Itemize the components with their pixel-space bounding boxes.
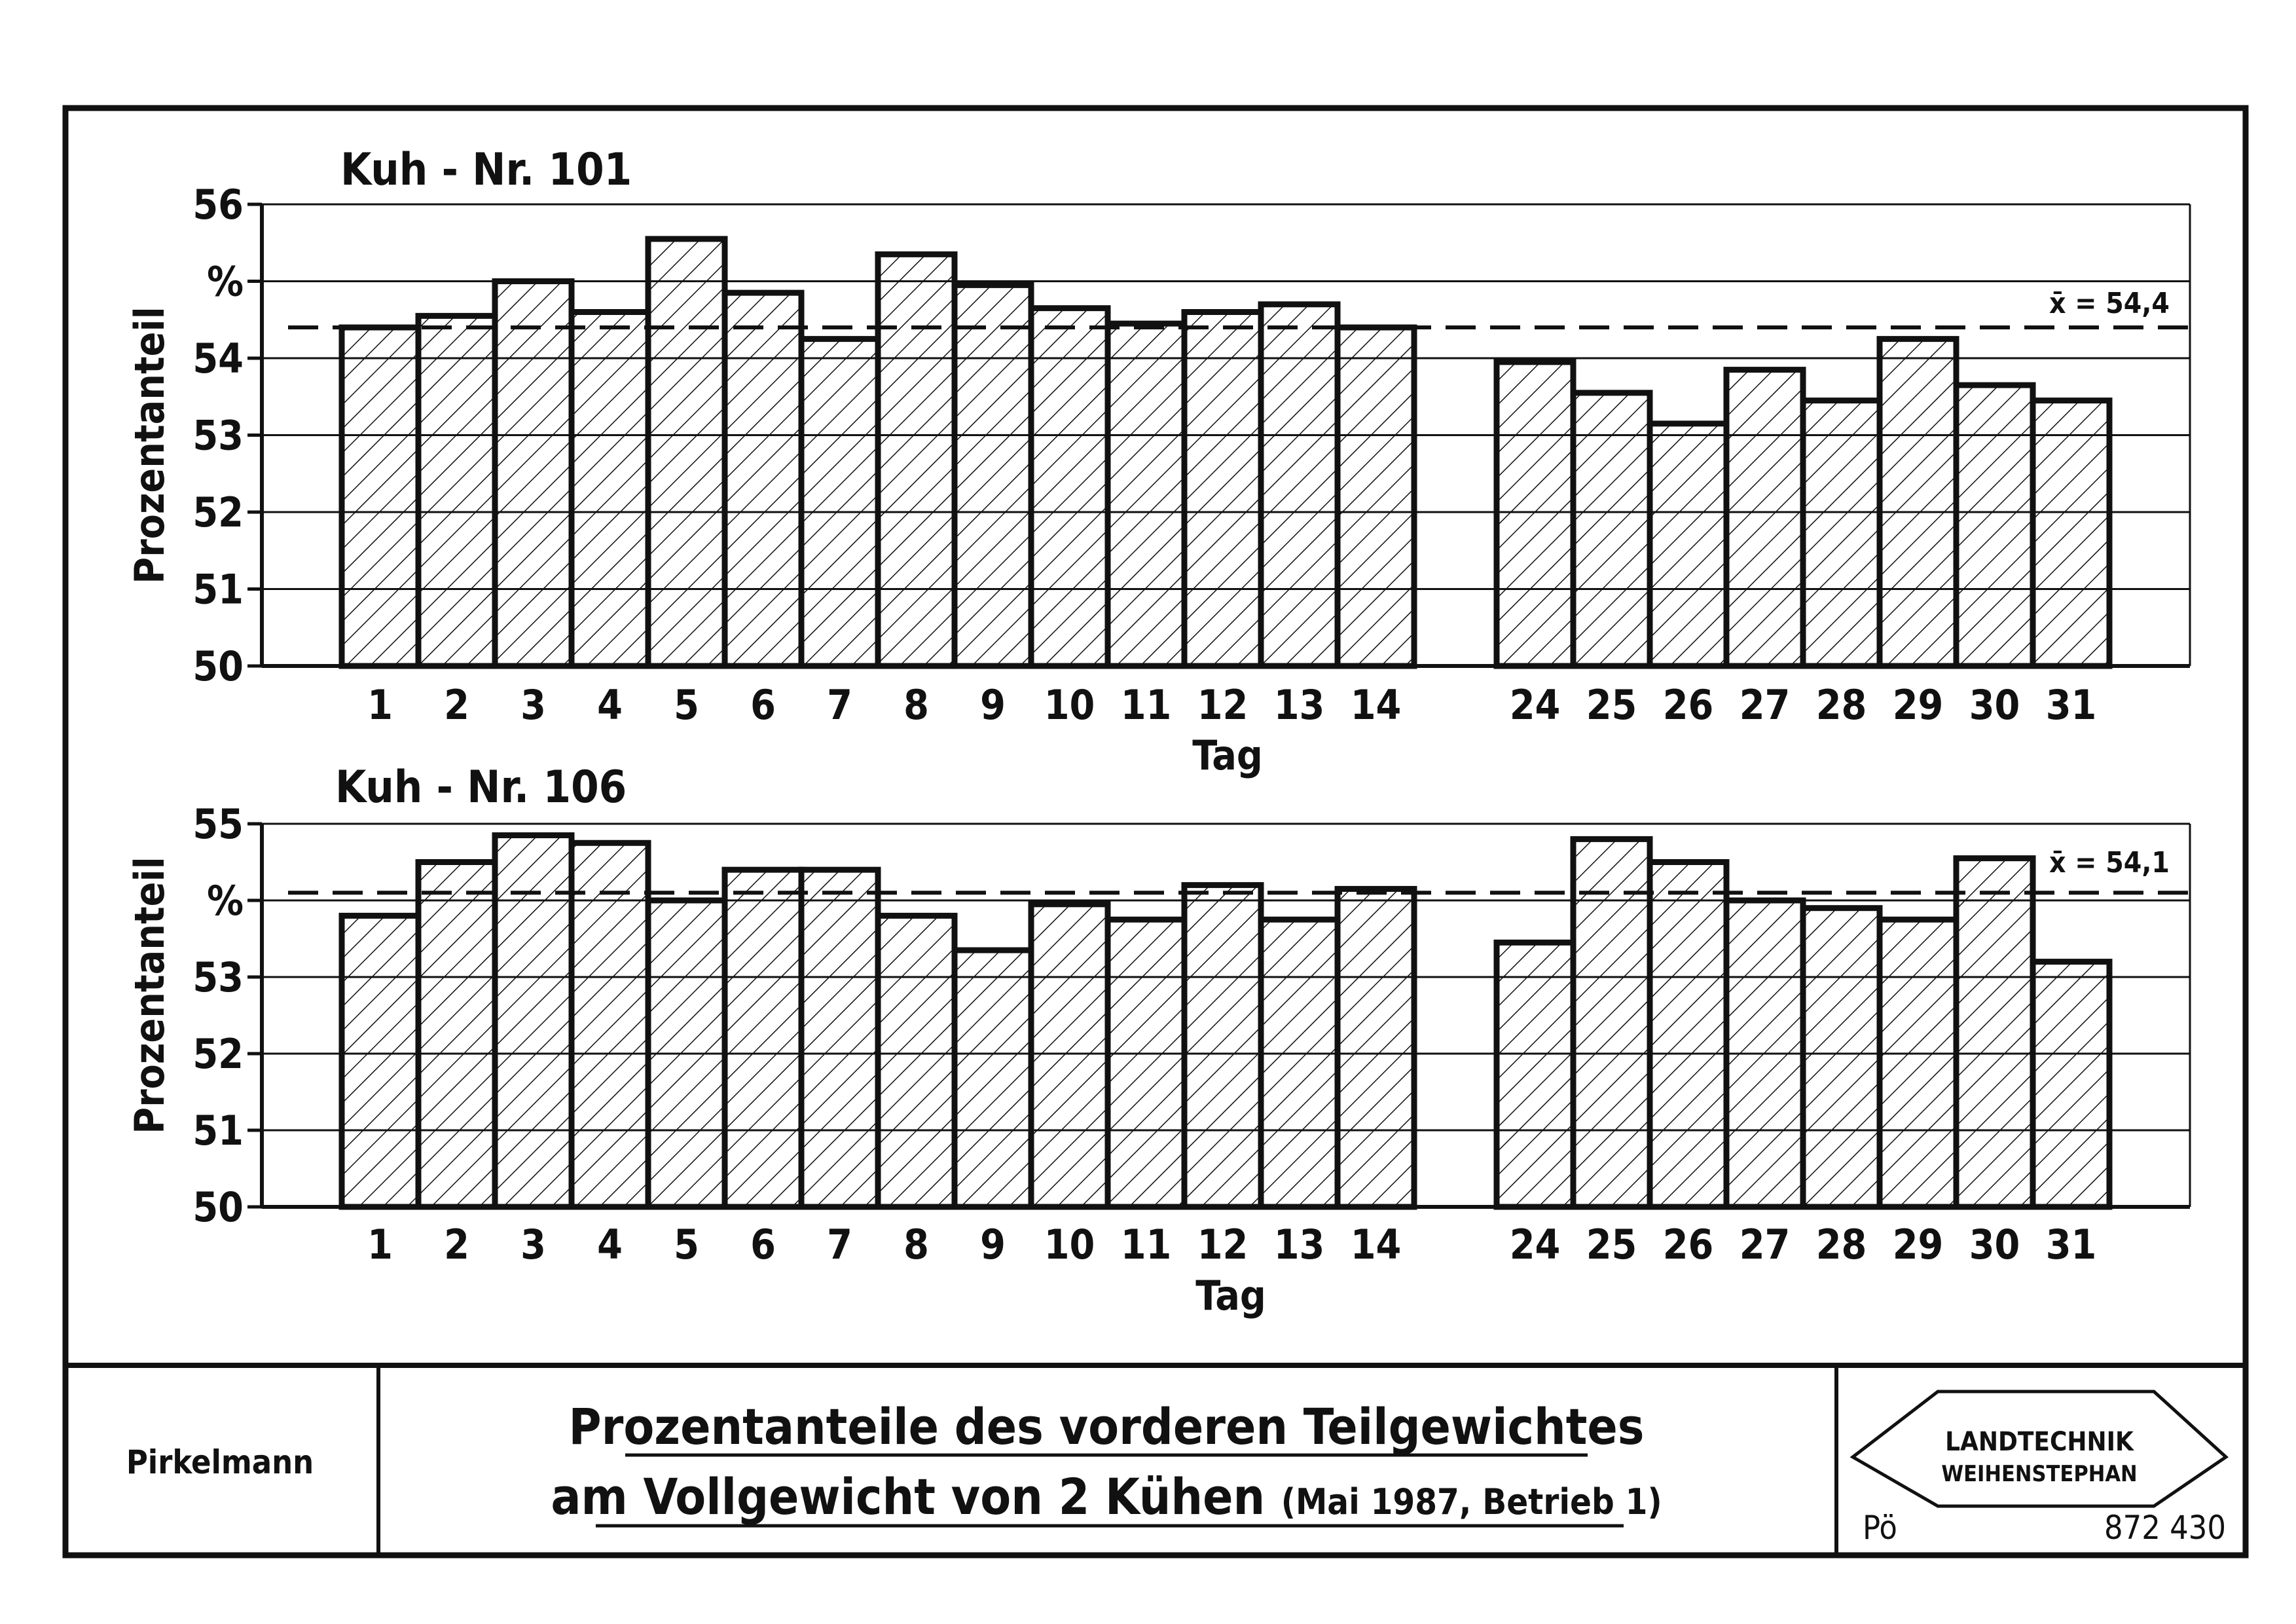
x-axis-label: Tag <box>1195 1272 1266 1320</box>
bar <box>801 339 878 666</box>
bar <box>1261 919 1338 1207</box>
chart-title: Kuh - Nr. 101 <box>340 144 632 196</box>
x-tick-label: 10 <box>1044 1221 1095 1268</box>
chart-kuh-106 <box>126 762 2190 1320</box>
x-tick-label: 27 <box>1739 1221 1791 1268</box>
bar <box>1726 900 1803 1207</box>
x-tick-label: 9 <box>980 681 1006 729</box>
bar <box>648 900 725 1207</box>
chart-title: Kuh - Nr. 106 <box>335 762 627 813</box>
x-tick-label: 1 <box>367 1221 393 1268</box>
bar <box>1497 362 1573 666</box>
bar <box>1261 304 1338 666</box>
bar <box>725 870 801 1207</box>
y-tick-label: % <box>207 257 244 306</box>
bar <box>1338 889 1414 1207</box>
x-tick-label: 9 <box>980 1221 1006 1268</box>
bar <box>648 239 725 666</box>
bar <box>1031 308 1108 666</box>
x-tick-label: 4 <box>597 1221 623 1268</box>
x-tick-label: 14 <box>1350 681 1402 729</box>
x-tick-label: 12 <box>1197 1221 1248 1268</box>
bar <box>1956 385 2033 666</box>
x-tick-label: 7 <box>827 1221 852 1268</box>
drawing-number: 872 430 <box>2104 1509 2226 1547</box>
bar <box>1880 919 1956 1207</box>
x-tick-label: 31 <box>2045 1221 2097 1268</box>
y-tick-label: 53 <box>192 953 244 1001</box>
bar <box>1108 323 1184 666</box>
y-axis-label: Prozentanteil <box>126 306 173 584</box>
title-block <box>65 1365 2246 1555</box>
bar <box>1184 312 1261 667</box>
x-axis-label: Tag <box>1192 731 1263 779</box>
bar <box>342 327 418 666</box>
x-tick-label: 24 <box>1509 1221 1561 1268</box>
bar <box>878 915 955 1207</box>
x-tick-label: 25 <box>1586 1221 1637 1268</box>
figure-title-line1: Prozentanteile des vorderen Teilgewichtes <box>568 1397 1645 1456</box>
x-tick-label: 1 <box>367 681 393 729</box>
x-tick-label: 27 <box>1739 681 1791 729</box>
x-tick-label: 25 <box>1586 681 1637 729</box>
figure-title-line2 <box>551 1467 1662 1526</box>
bar <box>2033 962 2109 1207</box>
x-tick-label: 30 <box>1969 1221 2020 1268</box>
bar <box>495 282 572 667</box>
x-tick-label: 8 <box>903 681 929 729</box>
y-tick-label: % <box>207 877 244 925</box>
y-tick-label: 51 <box>192 1107 244 1154</box>
x-tick-label: 28 <box>1815 1221 1867 1268</box>
y-tick-label: 53 <box>192 411 244 460</box>
x-tick-label: 3 <box>520 1221 546 1268</box>
x-tick-label: 5 <box>674 681 699 729</box>
bar <box>1726 370 1803 666</box>
bar <box>955 950 1031 1207</box>
bar <box>1573 393 1650 666</box>
x-tick-label: 2 <box>444 1221 469 1268</box>
chart-kuh-101 <box>126 144 2190 779</box>
bar <box>1184 885 1261 1207</box>
bar <box>1650 862 1726 1208</box>
mean-label: x̄ = 54,1 <box>2049 846 2170 879</box>
y-tick-label: 50 <box>192 1183 244 1231</box>
figure-title-line2-main: am Vollgewicht von 2 Kühen <box>551 1467 1266 1526</box>
y-tick-label: 56 <box>192 181 244 229</box>
bar <box>418 862 495 1208</box>
y-tick-label: 50 <box>192 642 244 690</box>
x-tick-label: 29 <box>1892 1221 1944 1268</box>
x-tick-label: 31 <box>2045 681 2097 729</box>
author-name: Pirkelmann <box>126 1443 314 1481</box>
bar <box>878 254 955 666</box>
x-tick-label: 11 <box>1120 681 1172 729</box>
landtechnik-logo <box>1853 1392 2226 1506</box>
x-tick-label: 13 <box>1273 681 1325 729</box>
x-tick-label: 4 <box>597 681 623 729</box>
x-tick-label: 8 <box>903 1221 929 1268</box>
bar <box>418 316 495 666</box>
x-tick-label: 2 <box>444 681 469 729</box>
bar <box>572 843 648 1207</box>
x-tick-label: 30 <box>1969 681 2020 729</box>
x-tick-label: 14 <box>1350 1221 1402 1268</box>
bar <box>1803 908 1880 1207</box>
x-tick-label: 3 <box>520 681 546 729</box>
x-tick-label: 10 <box>1044 681 1095 729</box>
bar <box>1338 327 1414 666</box>
x-tick-label: 12 <box>1197 681 1248 729</box>
x-tick-label: 13 <box>1273 1221 1325 1268</box>
bar <box>1650 424 1726 666</box>
y-tick-label: 52 <box>192 489 244 536</box>
figure-title-line2-note: (Mai 1987, Betrieb 1) <box>1281 1481 1662 1522</box>
bar <box>1031 904 1108 1207</box>
bar <box>342 915 418 1207</box>
x-tick-label: 6 <box>750 1221 776 1268</box>
x-tick-label: 26 <box>1662 1221 1714 1268</box>
x-tick-label: 24 <box>1509 681 1561 729</box>
y-tick-label: 54 <box>192 335 244 382</box>
x-tick-label: 7 <box>827 681 852 729</box>
bar <box>955 285 1031 666</box>
logo-text-line2: WEIHENSTEPHAN <box>1941 1461 2138 1487</box>
x-tick-label: 6 <box>750 681 776 729</box>
bar <box>1108 919 1184 1207</box>
x-tick-label: 5 <box>674 1221 699 1268</box>
bar <box>801 870 878 1207</box>
y-tick-label: 51 <box>192 565 244 614</box>
bar <box>1497 942 1573 1207</box>
bar <box>725 293 801 666</box>
y-tick-label: 55 <box>192 800 244 848</box>
x-tick-label: 28 <box>1815 681 1867 729</box>
bar <box>2033 401 2109 666</box>
x-tick-label: 29 <box>1892 681 1944 729</box>
bar <box>572 312 648 667</box>
drawer-initials: Pö <box>1863 1509 1897 1547</box>
bar <box>1880 339 1956 666</box>
x-tick-label: 11 <box>1120 1221 1172 1268</box>
logo-text-line1: LANDTECHNIK <box>1945 1427 2134 1457</box>
bar <box>1956 858 2033 1207</box>
mean-label: x̄ = 54,4 <box>2049 287 2170 320</box>
x-tick-label: 26 <box>1662 681 1714 729</box>
bar <box>1803 401 1880 666</box>
y-axis-label: Prozentanteil <box>126 857 173 1134</box>
y-tick-label: 52 <box>192 1030 244 1078</box>
